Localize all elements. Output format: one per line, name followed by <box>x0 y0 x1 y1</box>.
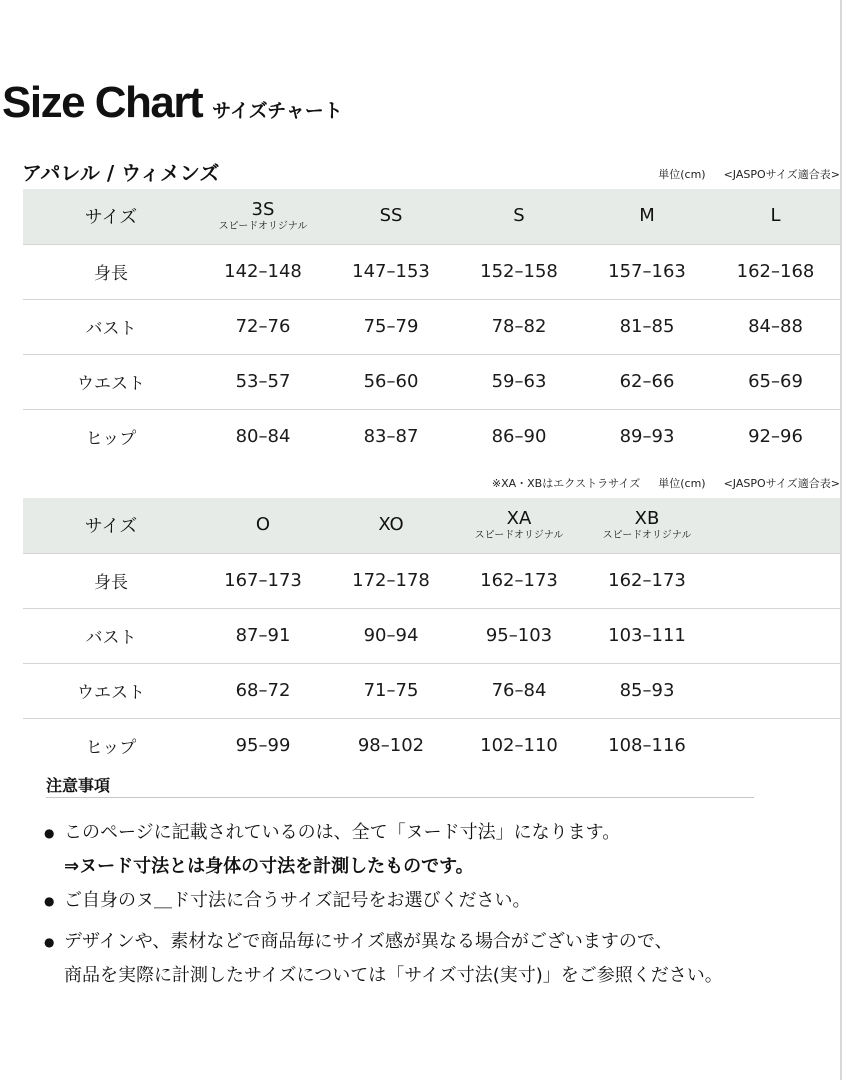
caution-text-continued: 商品を実際に計測したサイズについては「サイズ寸法(実寸)」をご参照ください。 <box>64 965 723 986</box>
size-header-s: S <box>513 205 525 227</box>
unit-note: 単位(cm) <box>658 477 706 490</box>
unit-note: 単位(cm) <box>658 168 706 181</box>
caution-divider <box>46 797 754 798</box>
table-cell: 92–96 <box>711 409 840 464</box>
caution-text: このページに記載されているのは、全て「ヌード寸法」になります。 <box>64 822 621 843</box>
bullet-icon: ● <box>44 894 55 908</box>
size-header-xa: XA スピードオリジナル <box>474 507 564 541</box>
table-cell: 103–111 <box>583 608 711 663</box>
table-cell: 75–79 <box>327 299 455 354</box>
table-cell: 76–84 <box>455 663 583 718</box>
row-label-hip: ヒップ <box>23 718 199 773</box>
table-cell: 102–110 <box>455 718 583 773</box>
table-cell: 71–75 <box>327 663 455 718</box>
table-cell: 172–178 <box>327 553 455 608</box>
size-header-o: O <box>255 514 271 536</box>
table-header-row <box>23 498 840 553</box>
title-main: Size Chart <box>2 78 203 127</box>
table2-notes <box>492 475 840 491</box>
table-cell: 59–63 <box>455 354 583 409</box>
row-label-waist: ウエスト <box>23 354 199 409</box>
size-header-xo: XO <box>378 514 404 536</box>
table-cell: 87–91 <box>199 608 327 663</box>
table-cell: 162–173 <box>455 553 583 608</box>
bullet-icon: ● <box>44 935 55 949</box>
table-cell: 68–72 <box>199 663 327 718</box>
size-header-xb: XB スピードオリジナル <box>602 507 692 541</box>
caution-heading: 注意事項 <box>46 776 111 795</box>
table-cell: 84–88 <box>711 299 840 354</box>
table-cell: 86–90 <box>455 409 583 464</box>
jaspo-note: <JASPOサイズ適合表> <box>723 168 840 181</box>
table-row <box>23 663 840 718</box>
table-row <box>23 608 840 663</box>
table-cell: 98–102 <box>327 718 455 773</box>
table-cell: 162–173 <box>583 553 711 608</box>
size-header-l: L <box>770 205 781 227</box>
table-cell-empty <box>711 608 840 663</box>
page-title <box>2 78 343 134</box>
table-cell: 95–103 <box>455 608 583 663</box>
caution-text: デザインや、素材などで商品毎にサイズ感が異なる場合がございますので、 <box>64 931 673 952</box>
size-header-m: M <box>639 205 655 227</box>
table-cell: 72–76 <box>199 299 327 354</box>
caution-text: ご自身のヌ＿ド寸法に合うサイズ記号をお選びください。 <box>64 890 531 911</box>
bullet-icon: ● <box>44 826 55 840</box>
caution-item-2 <box>44 886 531 912</box>
row-label-height: 身長 <box>23 553 199 608</box>
table-cell: 162–168 <box>711 244 840 299</box>
row-label-waist: ウエスト <box>23 663 199 718</box>
size-header-ss: SS <box>379 205 403 227</box>
size-header-3s: 3S スピードオリジナル <box>218 198 308 232</box>
row-label-bust: バスト <box>23 608 199 663</box>
table-cell-empty <box>711 718 840 773</box>
empty-header <box>711 498 840 553</box>
table-cell: 65–69 <box>711 354 840 409</box>
xa-xb-note: ※XA・XBはエクストラサイズ <box>491 477 641 490</box>
table-cell: 147–153 <box>327 244 455 299</box>
caution-item-3 <box>44 927 723 987</box>
table-cell: 152–158 <box>455 244 583 299</box>
size-table-2 <box>23 498 840 773</box>
table-cell: 83–87 <box>327 409 455 464</box>
caution-text-emphasis: ⇒ヌード寸法とは身体の寸法を計測したものです。 <box>64 856 474 877</box>
table-cell: 142–148 <box>199 244 327 299</box>
table-cell: 89–93 <box>583 409 711 464</box>
table-row <box>23 354 840 409</box>
right-edge-rule <box>840 0 842 1080</box>
size-table-1 <box>23 189 840 464</box>
row-label-bust: バスト <box>23 299 199 354</box>
table-cell: 80–84 <box>199 409 327 464</box>
table-cell: 167–173 <box>199 553 327 608</box>
jaspo-note: <JASPOサイズ適合表> <box>723 477 840 490</box>
table-cell: 157–163 <box>583 244 711 299</box>
table-row <box>23 718 840 773</box>
table-cell: 95–99 <box>199 718 327 773</box>
header-label: サイズ <box>84 516 138 538</box>
table-cell: 62–66 <box>583 354 711 409</box>
table-cell: 90–94 <box>327 608 455 663</box>
table-cell: 78–82 <box>455 299 583 354</box>
table-row <box>23 553 840 608</box>
table1-notes <box>658 166 840 182</box>
table-cell-empty <box>711 553 840 608</box>
table-cell: 81–85 <box>583 299 711 354</box>
title-sub: サイズチャート <box>212 100 343 122</box>
row-label-height: 身長 <box>23 244 199 299</box>
table-row <box>23 299 840 354</box>
row-label-hip: ヒップ <box>23 409 199 464</box>
table-cell: 85–93 <box>583 663 711 718</box>
table-cell: 108–116 <box>583 718 711 773</box>
table-cell: 56–60 <box>327 354 455 409</box>
table-cell-empty <box>711 663 840 718</box>
table-cell: 53–57 <box>199 354 327 409</box>
header-label: サイズ <box>84 207 138 229</box>
table-header-row <box>23 189 840 244</box>
caution-item-1 <box>44 818 620 878</box>
table-row <box>23 244 840 299</box>
section-title: アパレル / ウィメンズ <box>22 161 220 185</box>
table-row <box>23 409 840 464</box>
